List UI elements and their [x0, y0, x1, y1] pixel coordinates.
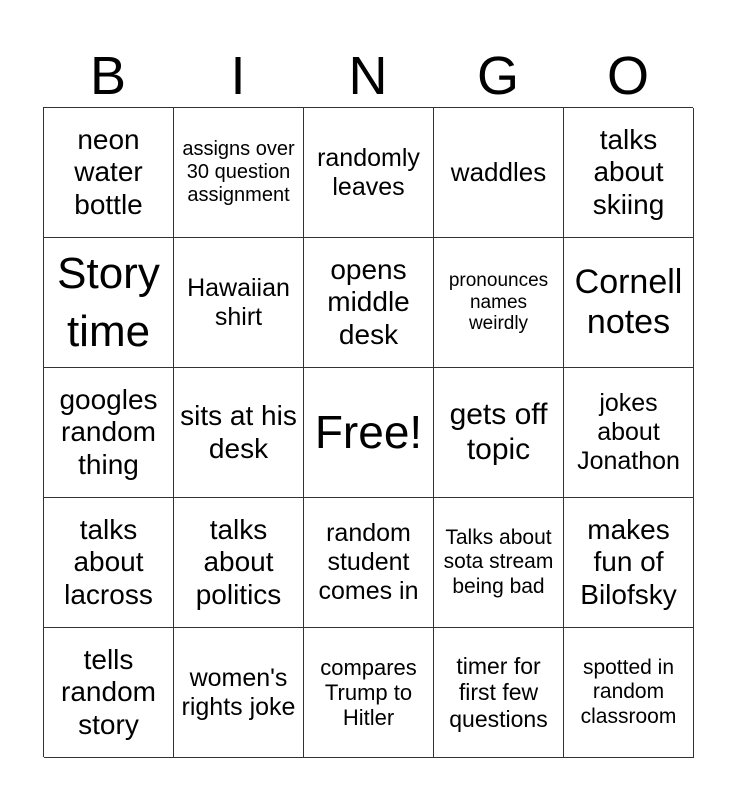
bingo-cell[interactable] — [434, 368, 564, 498]
header-letter-g: G — [476, 46, 519, 106]
bingo-cell-label: randomly leaves — [317, 143, 420, 201]
bingo-cell-label: talks about lacross — [64, 514, 153, 610]
bingo-cell[interactable] — [434, 108, 564, 238]
bingo-cell-label: waddles — [450, 156, 547, 187]
bingo-cell[interactable] — [304, 498, 434, 628]
bingo-cell[interactable] — [174, 108, 304, 238]
bingo-cell-label: Cornell notes — [574, 263, 683, 341]
bingo-cell-label: Hawaiian shirt — [187, 273, 290, 331]
bingo-cell-label: pronounces names weirdly — [448, 269, 549, 335]
bingo-cell-label: opens middle desk — [327, 254, 410, 350]
bingo-cell[interactable] — [44, 498, 174, 628]
bingo-cell-label: compares Trump to Hitler — [320, 654, 417, 731]
bingo-cell-label: makes fun of Bilofsky — [580, 514, 677, 610]
bingo-cell[interactable] — [44, 238, 174, 368]
header-letter-b: B — [89, 46, 127, 106]
bingo-cell[interactable] — [564, 238, 694, 368]
free-space-label: Free! — [314, 406, 423, 459]
header-letter-o: O — [606, 46, 649, 106]
free-space-cell[interactable] — [304, 368, 434, 498]
bingo-cell-label: assigns over 30 question assignment — [182, 138, 295, 206]
bingo-cell-label: talks about skiing — [592, 124, 665, 220]
bingo-cell[interactable] — [564, 498, 694, 628]
bingo-cell-label: neon water bottle — [74, 124, 143, 220]
bingo-cell[interactable] — [44, 628, 174, 758]
bingo-cell-label: Talks about sota stream being bad — [443, 526, 554, 598]
bingo-card-grid — [43, 107, 693, 757]
bingo-cell[interactable] — [434, 238, 564, 368]
bingo-cell-label: talks about politics — [195, 514, 282, 610]
bingo-cell[interactable] — [174, 628, 304, 758]
bingo-cell[interactable] — [564, 628, 694, 758]
header-letter-n: N — [348, 46, 388, 106]
bingo-cell[interactable] — [564, 368, 694, 498]
bingo-cell-label: gets off topic — [449, 398, 548, 466]
bingo-cell[interactable] — [174, 238, 304, 368]
header-letter-i: I — [230, 46, 246, 106]
bingo-cell[interactable] — [434, 628, 564, 758]
bingo-header — [43, 44, 693, 108]
bingo-cell[interactable] — [174, 498, 304, 628]
bingo-cell[interactable] — [304, 628, 434, 758]
bingo-cell-label: women's rights joke — [181, 663, 296, 721]
bingo-cell-label: random student comes in — [318, 519, 419, 605]
bingo-cell[interactable] — [174, 368, 304, 498]
bingo-cell-label: timer for first few questions — [449, 652, 548, 732]
bingo-cell[interactable] — [44, 108, 174, 238]
bingo-cell[interactable] — [564, 108, 694, 238]
bingo-cell[interactable] — [434, 498, 564, 628]
bingo-cell-label: googles random thing — [59, 384, 158, 480]
bingo-cell-label: Story time — [57, 249, 160, 356]
bingo-cell[interactable] — [304, 108, 434, 238]
bingo-cell-label: sits at his desk — [180, 400, 297, 464]
bingo-cell[interactable] — [304, 238, 434, 368]
bingo-cell-label: jokes about Jonathon — [577, 389, 680, 475]
bingo-cell-label: tells random story — [61, 644, 156, 740]
bingo-cell-label: spotted in random classroom — [580, 656, 677, 728]
bingo-cell[interactable] — [44, 368, 174, 498]
